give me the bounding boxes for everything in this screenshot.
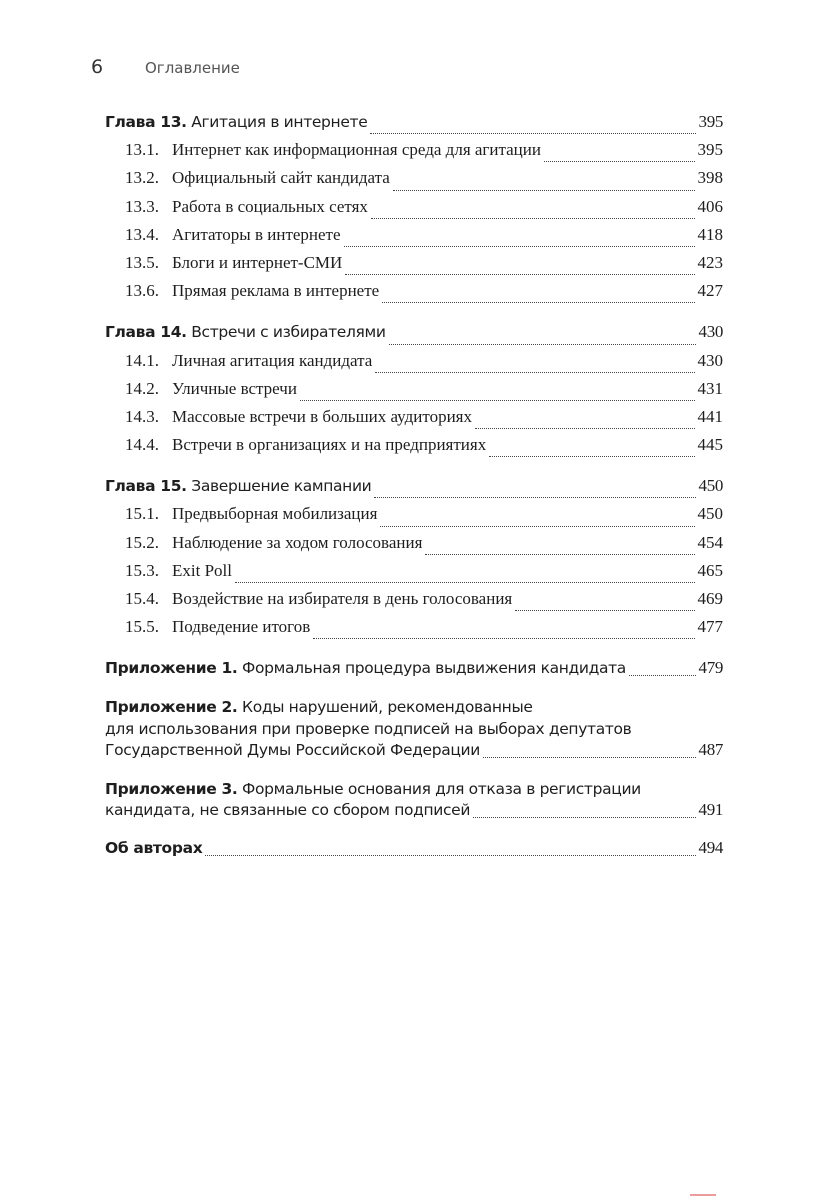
- section-number: 15.3.: [125, 560, 159, 580]
- dot-leader: [374, 496, 695, 498]
- section-entry[interactable]: [105, 617, 723, 645]
- page-ref: 454: [697, 532, 723, 552]
- dot-leader: [345, 273, 694, 275]
- appendix-entry[interactable]: [105, 658, 723, 682]
- page-ref: 477: [697, 617, 723, 637]
- section-title: Встречи в организациях и на предприятиях: [172, 435, 487, 455]
- appendix-text: [105, 801, 470, 819]
- section-title: Личная агитация кандидата: [172, 350, 373, 370]
- appendix-title: для использования при проверке подписей на выборах депутатов: [105, 720, 632, 739]
- section-title: Интернет как информационная среда для агитации: [172, 140, 541, 160]
- appendix-text: [105, 741, 480, 759]
- appendix-title: Формальные основания для отказа в регистрации: [237, 780, 641, 799]
- appendix-entry[interactable]: [105, 778, 723, 824]
- appendix-text: [105, 839, 202, 857]
- dot-leader: [344, 245, 695, 247]
- section-number: 13.4.: [125, 224, 159, 244]
- dot-leader: [370, 132, 695, 134]
- section-number: 13.5.: [125, 252, 159, 272]
- dot-leader: [473, 816, 695, 818]
- section-title: Массовые встречи в больших аудиториях: [172, 406, 472, 426]
- chapter-title: [105, 323, 386, 341]
- page-number: 6: [91, 56, 104, 78]
- section-title: Наблюдение за ходом голосования: [172, 532, 423, 552]
- chapter-title: [105, 477, 371, 495]
- page-ref: 450: [697, 504, 723, 524]
- chapter-entry[interactable]: [105, 476, 723, 504]
- section-entry[interactable]: [105, 253, 723, 281]
- page-ref: 487: [698, 740, 723, 760]
- page-ref: 427: [697, 281, 723, 301]
- dot-leader: [629, 674, 696, 676]
- section-entry[interactable]: [105, 533, 723, 561]
- dot-leader: [544, 160, 695, 162]
- section-number: 14.2.: [125, 378, 159, 398]
- appendix-line: [105, 696, 723, 718]
- section-title: Блоги и интернет-СМИ: [172, 252, 343, 272]
- chapter-label: Глава 15.: [105, 477, 187, 496]
- appendix-last-line: [105, 838, 723, 862]
- page-ref: 445: [697, 435, 723, 455]
- section-title: Воздействие на избирателя в день голосования: [172, 589, 513, 608]
- section-number: 13.1.: [125, 140, 159, 160]
- page-ref: 491: [698, 800, 723, 820]
- section-title: Прямая реклама в интернете: [172, 281, 380, 301]
- chapter-block: [105, 476, 723, 645]
- chapter-entry[interactable]: [105, 322, 723, 350]
- section-number: 15.2.: [125, 532, 159, 552]
- section-number: 15.5.: [125, 617, 159, 637]
- section-title: Работа в социальных сетях: [172, 196, 368, 216]
- dot-leader: [425, 553, 694, 555]
- dot-leader: [380, 525, 694, 527]
- running-head-title: Оглавление: [145, 59, 240, 77]
- appendix-label: Приложение 3.: [105, 780, 238, 799]
- section-entry[interactable]: [105, 504, 723, 532]
- appendix-title: Коды нарушений, рекомендованные: [237, 698, 533, 717]
- dot-leader: [235, 581, 695, 583]
- section-entry[interactable]: [105, 168, 723, 196]
- appendix-entry[interactable]: [105, 838, 723, 862]
- page-ref: 479: [698, 658, 723, 678]
- page-ref: 395: [697, 140, 723, 160]
- section-number: 13.6.: [125, 281, 159, 301]
- section-title: Подведение итогов: [172, 617, 311, 637]
- appendix-title: кандидата, не связанные со сбором подписей: [105, 801, 471, 820]
- dot-leader: [489, 455, 694, 457]
- chapter-label: Глава 14.: [105, 323, 187, 342]
- appendix-label: Приложение 2.: [105, 698, 238, 717]
- chapter-block: [105, 322, 723, 463]
- section-number: 15.4.: [125, 589, 159, 608]
- running-head: [91, 56, 240, 78]
- section-number: 14.4.: [125, 435, 159, 455]
- dot-leader: [483, 756, 696, 758]
- dot-leader: [389, 343, 696, 345]
- appendix-last-line: [105, 740, 723, 764]
- chapter-label: Глава 13.: [105, 113, 187, 131]
- page-ref: 430: [698, 322, 723, 342]
- dot-leader: [393, 189, 695, 191]
- section-title: Официальный сайт кандидата: [172, 168, 390, 188]
- chapter-entry[interactable]: [105, 112, 723, 140]
- section-entry[interactable]: [105, 351, 723, 379]
- dot-leader: [371, 217, 695, 219]
- page-ref: 465: [697, 560, 723, 580]
- section-entry[interactable]: [105, 225, 723, 253]
- section-title: Exit Poll: [172, 560, 232, 580]
- appendix-entry[interactable]: [105, 696, 723, 764]
- appendix-last-line: [105, 800, 723, 824]
- appendix-title: Формальная процедура выдвижения кандидата: [237, 659, 626, 678]
- chapter-title: [105, 113, 367, 131]
- dot-leader: [313, 637, 694, 639]
- chapter-block: [105, 112, 723, 309]
- page-ref: 406: [697, 196, 723, 216]
- appendix-title: Государственной Думы Российской Федерации: [105, 741, 481, 760]
- appendix-label: Приложение 1.: [105, 659, 238, 678]
- dot-leader: [300, 399, 695, 401]
- section-entry[interactable]: [105, 435, 723, 463]
- section-number: 13.3.: [125, 196, 159, 216]
- appendix-line: [105, 718, 723, 740]
- page-ref: 423: [697, 252, 723, 272]
- section-entry[interactable]: [105, 407, 723, 435]
- appendix-text: [105, 659, 626, 677]
- table-of-contents: [105, 112, 723, 876]
- page-ref: 431: [697, 378, 723, 398]
- section-number: 13.2.: [125, 168, 159, 188]
- page-ref: 430: [697, 350, 723, 370]
- appendix-line: [105, 778, 723, 800]
- section-entry[interactable]: [105, 281, 723, 309]
- page-ref: 441: [697, 406, 723, 426]
- section-title: Агитаторы в интернете: [172, 224, 341, 244]
- appendix-text: [105, 780, 641, 798]
- page-ref: 418: [697, 224, 723, 244]
- page-ref: 450: [698, 476, 723, 496]
- corner-mark: [690, 1194, 716, 1200]
- appendix-text: [105, 720, 631, 738]
- dot-leader: [205, 854, 695, 856]
- section-title: Уличные встречи: [172, 378, 297, 398]
- appendix-text: [105, 698, 533, 716]
- section-entry[interactable]: [105, 140, 723, 168]
- section-number: 15.1.: [125, 504, 159, 524]
- chapter-name: Завершение кампании: [186, 477, 372, 496]
- chapter-name: Агитация в интернете: [186, 113, 368, 131]
- chapter-name: Встречи с избирателями: [186, 323, 386, 342]
- section-number: 14.1.: [125, 350, 159, 370]
- page-ref: 469: [697, 589, 723, 608]
- section-title: Предвыборная мобилизация: [172, 504, 378, 524]
- section-entry[interactable]: [105, 379, 723, 407]
- dot-leader: [515, 609, 694, 611]
- appendix-last-line: [105, 658, 723, 682]
- section-entry[interactable]: [105, 561, 723, 589]
- dot-leader: [382, 301, 694, 303]
- appendix-label: Об авторах: [105, 839, 203, 858]
- page-ref: 395: [698, 112, 723, 131]
- dot-leader: [475, 427, 695, 429]
- dot-leader: [375, 371, 694, 373]
- section-entry[interactable]: [105, 197, 723, 225]
- section-entry[interactable]: [105, 589, 723, 617]
- section-number: 14.3.: [125, 406, 159, 426]
- page-ref: 494: [698, 838, 723, 858]
- page-ref: 398: [697, 168, 723, 188]
